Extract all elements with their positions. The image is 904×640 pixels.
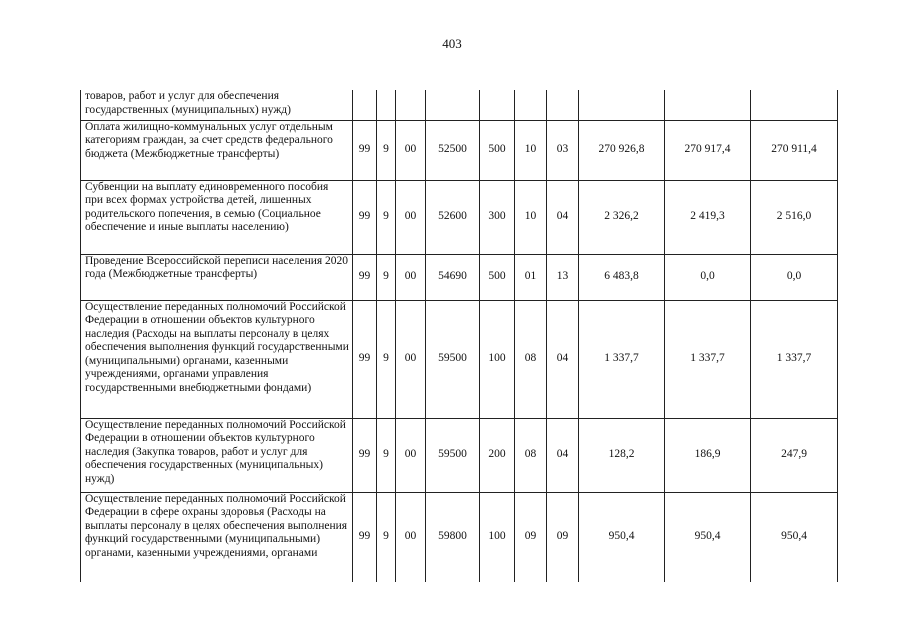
subsection-code: 04 [547,180,579,254]
section-code: 09 [515,492,547,582]
subsection-code: 03 [547,120,579,180]
section-code: 10 [515,120,547,180]
section-code: 10 [515,180,547,254]
main-event-code [396,90,426,120]
row-description: Осуществление переданных полномочий Российской Федерации в сфере охраны здоровья (Расходы на выплаты персоналу в целях обеспечения выполнения функций государственными (муниципальными) органами, казенными учреждениями, органами [81,492,353,582]
expense-type-code: 100 [480,300,515,418]
amount-year-3: 950,4 [751,492,838,582]
amount-year-2 [665,90,751,120]
amount-year-1: 270 926,8 [579,120,665,180]
direction-code: 52500 [426,120,480,180]
main-event-code: 00 [396,254,426,300]
program-code: 99 [353,492,377,582]
amount-year-1: 6 483,8 [579,254,665,300]
main-event-code: 00 [396,180,426,254]
amount-year-3: 0,0 [751,254,838,300]
main-event-code: 00 [396,300,426,418]
amount-year-2: 1 337,7 [665,300,751,418]
subprogram-code: 9 [377,418,396,492]
page-number: 403 [442,36,462,51]
subprogram-code: 9 [377,300,396,418]
table-row [81,254,838,300]
row-description: Оплата жилищно-коммунальных услуг отдельным категориям граждан, за счет средств федерального бюджета (Межбюджетные трансферты) [81,120,353,180]
amount-year-2: 186,9 [665,418,751,492]
amount-year-2: 0,0 [665,254,751,300]
amount-year-1 [579,90,665,120]
section-code: 01 [515,254,547,300]
expense-type-code: 500 [480,120,515,180]
amount-year-1: 950,4 [579,492,665,582]
direction-code: 59500 [426,300,480,418]
subprogram-code: 9 [377,492,396,582]
subprogram-code: 9 [377,120,396,180]
budget-table [80,90,838,582]
table-row [81,180,838,254]
direction-code: 52600 [426,180,480,254]
subsection-code [547,90,579,120]
expense-type-code: 300 [480,180,515,254]
subsection-code: 04 [547,418,579,492]
program-code: 99 [353,300,377,418]
subsection-code: 09 [547,492,579,582]
main-event-code: 00 [396,492,426,582]
subprogram-code: 9 [377,254,396,300]
direction-code [426,90,480,120]
program-code: 99 [353,254,377,300]
amount-year-3: 1 337,7 [751,300,838,418]
direction-code: 59800 [426,492,480,582]
section-code: 08 [515,300,547,418]
table-row [81,120,838,180]
section-code: 08 [515,418,547,492]
amount-year-1: 1 337,7 [579,300,665,418]
amount-year-3: 2 516,0 [751,180,838,254]
amount-year-2: 270 917,4 [665,120,751,180]
direction-code: 59500 [426,418,480,492]
amount-year-2: 2 419,3 [665,180,751,254]
subprogram-code: 9 [377,180,396,254]
amount-year-2: 950,4 [665,492,751,582]
program-code: 99 [353,418,377,492]
table-row [81,492,838,582]
amount-year-3: 270 911,4 [751,120,838,180]
main-event-code: 00 [396,418,426,492]
program-code: 99 [353,180,377,254]
amount-year-3: 247,9 [751,418,838,492]
program-code: 99 [353,120,377,180]
row-description: Осуществление переданных полномочий Российской Федерации в отношении объектов культурного наследия (Расходы на выплаты персоналу в целях обеспечения выполнения функций государственными (муниципальными) органами, казенными учреждениями, органами управления государственными внебюджетными фондами) [81,300,353,418]
subprogram-code [377,90,396,120]
main-event-code: 00 [396,120,426,180]
row-description: Осуществление переданных полномочий Российской Федерации в отношении объектов культурного наследия (Закупка товаров, работ и услуг для обеспечения государственных (муниципальных) нужд) [81,418,353,492]
expense-type-code: 200 [480,418,515,492]
row-description: Проведение Всероссийской переписи населения 2020 года (Межбюджетные трансферты) [81,254,353,300]
program-code [353,90,377,120]
expense-type-code [480,90,515,120]
table-row [81,418,838,492]
subsection-code: 13 [547,254,579,300]
row-description: Субвенции на выплату единовременного пособия при всех формах устройства детей, лишенных родительского попечения, в семью (Социальное обеспечение и иные выплаты населению) [81,180,353,254]
table-row [81,90,838,120]
section-code [515,90,547,120]
expense-type-code: 500 [480,254,515,300]
amount-year-3 [751,90,838,120]
direction-code: 54690 [426,254,480,300]
row-description: товаров, работ и услуг для обеспечения государственных (муниципальных) нужд) [81,90,353,120]
subsection-code: 04 [547,300,579,418]
amount-year-1: 2 326,2 [579,180,665,254]
expense-type-code: 100 [480,492,515,582]
table-row [81,300,838,418]
amount-year-1: 128,2 [579,418,665,492]
